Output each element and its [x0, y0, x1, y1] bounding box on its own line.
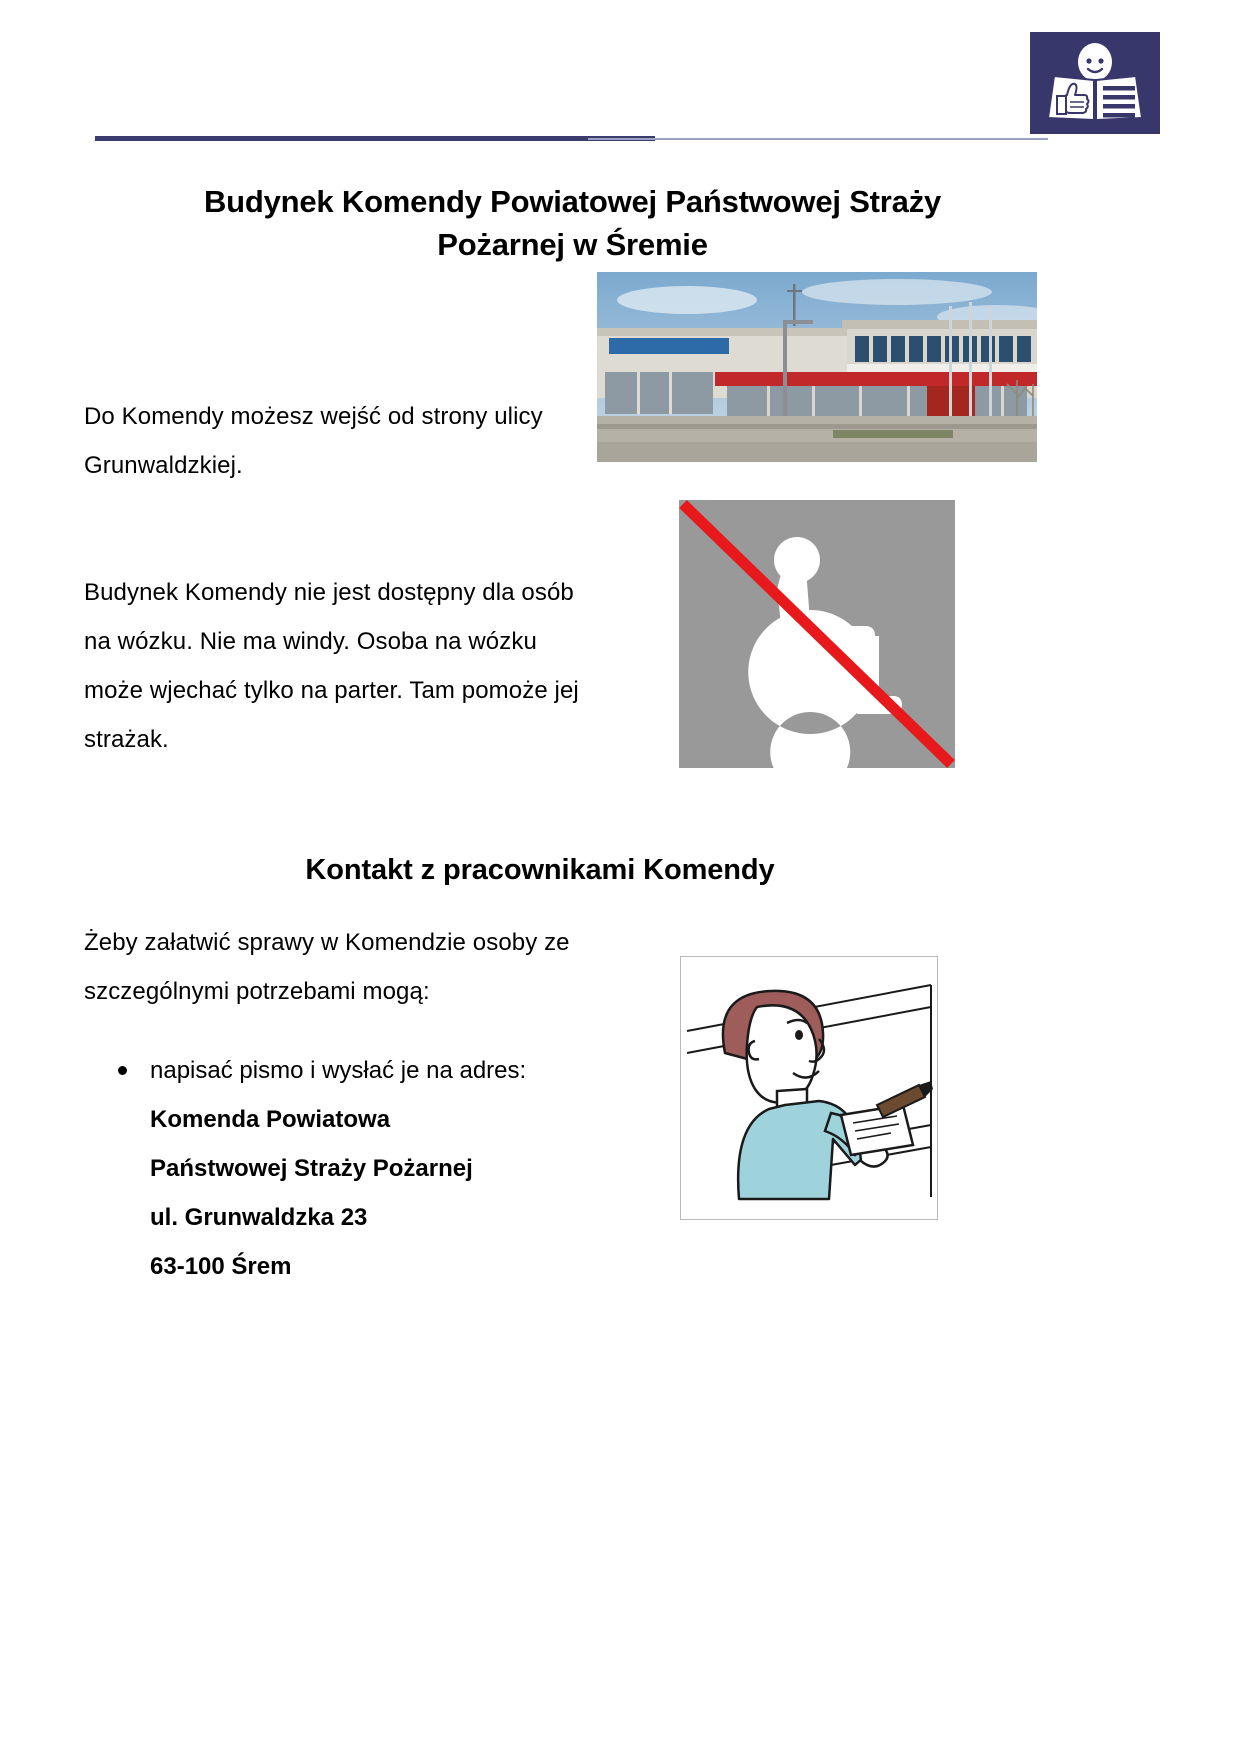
address-line-4: 63-100 Śrem [150, 1253, 292, 1280]
header-divider-light [588, 138, 1048, 140]
person-writing-letter-illustration [680, 956, 938, 1220]
page-title-line-1: Budynek Komendy Powiatowej Państwowej Straży [203, 183, 942, 219]
page-title [95, 181, 1050, 267]
paragraph-contact-intro: Żeby załatwić sprawy w Komendzie osoby ze szczególnymi potrzebami mogą: [84, 929, 570, 1005]
paragraph-entrance: Do Komendy możesz wejść od strony ulicy Grunwaldzkiej. [84, 403, 543, 479]
contact-methods-list [110, 1046, 590, 1291]
bullet-dot-icon [118, 1066, 127, 1075]
address-line-2: Państwowej Straży Pożarnej [150, 1155, 473, 1182]
section-heading-contact: Kontakt z pracownikami Komendy [305, 854, 775, 887]
address-line-1: Komenda Powiatowa [150, 1106, 391, 1133]
easy-to-read-logo [1030, 32, 1160, 134]
list-item [110, 1046, 590, 1291]
header-divider-dark [95, 136, 655, 141]
address-line-3: ul. Grunwaldzka 23 [150, 1204, 368, 1231]
building-photo [597, 272, 1037, 462]
page-title-line-2: Pożarnej w Śremie [437, 226, 708, 262]
no-wheelchair-access-sign [679, 500, 955, 768]
page-header [0, 0, 1240, 150]
list-item-text: napisać pismo i wysłać je na adres: [150, 1057, 527, 1084]
paragraph-accessibility: Budynek Komendy nie jest dostępny dla osób na wózku. Nie ma windy. Osoba na wózku może wjechać tylko na parter. Tam pomoże jej strażak. [84, 579, 579, 753]
